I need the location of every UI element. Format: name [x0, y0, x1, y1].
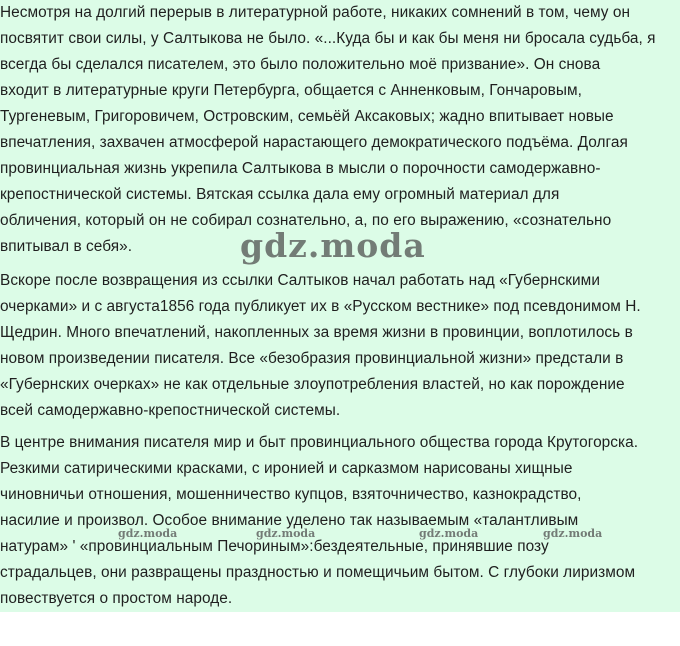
text-line: обличения, который он не собирал сознательно, а, по его выражению, «сознательно [0, 212, 612, 229]
text-line: чиновничьи отношения, мошенничество купцов, взяточничество, казнокрадство, [0, 486, 582, 503]
text-line: входит в литературные круги Петербурга, общается с Анненковым, Гончаровым, [0, 82, 582, 99]
text-line: Щедрин. Много впечатлений, накопленных за время жизни в провинции, воплотилось в [0, 324, 633, 341]
text-line: Резкими сатирическими красками, с иронией и сарказмом нарисованы хищные [0, 460, 573, 477]
text-line: впитывал в себя». [0, 238, 133, 255]
watermark-small: gdz.moda [543, 527, 603, 540]
text-line: Несмотря на долгий перерыв в литературной работе, никаких сомнений в том, чему он [0, 4, 631, 21]
text-line: всегда бы сделался писателем, это было положительно моё призвание». Он снова [0, 56, 601, 73]
text-line: В центре внимания писателя мир и быт провинциального общества города Крутогорска. [0, 434, 639, 451]
text-line: натурам» ' «провинциальным Печориным»:бездеятельные, принявшие позу [0, 538, 549, 555]
text-line: посвятит свои силы, у Салтыкова не было. «...Куда бы и как бы меня ни бросала судьба, я [0, 30, 656, 47]
text-line: страдальцев, они развращены праздностью и помещичьим бытом. С глубоки лиризмом [0, 564, 636, 581]
text-line: насилие и произвол. Особое внимание уделено так называемым «талантливым [0, 512, 579, 529]
paragraph-1 [0, 0, 680, 260]
text-line: Вскоре после возвращения из ссылки Салтыков начал работать над «Губернскими [0, 272, 600, 289]
paragraph-3 [0, 430, 680, 612]
watermark-small: gdz.moda [256, 527, 316, 540]
watermark-logo: gdz.moda [240, 226, 426, 265]
text-line: повествуется о простом народе. [0, 590, 233, 607]
text-line: провинциальная жизнь укрепила Салтыкова в мысли о порочности самодержавно- [0, 160, 601, 177]
text-line: новом произведении писателя. Все «безобразия провинциальной жизни» предстали в [0, 350, 624, 367]
text-line: «Губернских очерках» не как отдельные злоупотребления властей, но как порождение [0, 376, 625, 393]
text-line: крепостнической системы. Вятская ссылка дала ему огромный материал для [0, 186, 560, 203]
text-line: очерками» и с августа1856 года публикует их в «Русском вестнике» под псевдонимом Н. [0, 298, 641, 315]
watermark-small: gdz.moda [419, 527, 479, 540]
text-line: всей самодержавно-крепостнической системы. [0, 402, 341, 419]
text-line: Тургеневым, Григоровичем, Островским, семьёй Аксаковых; жадно впитывает новые [0, 108, 614, 125]
paragraph-2 [0, 268, 680, 424]
text-line: впечатления, захвачен атмосферой нарастающего демократического подъёма. Долгая [0, 134, 628, 151]
watermark-small: gdz.moda [118, 527, 178, 540]
